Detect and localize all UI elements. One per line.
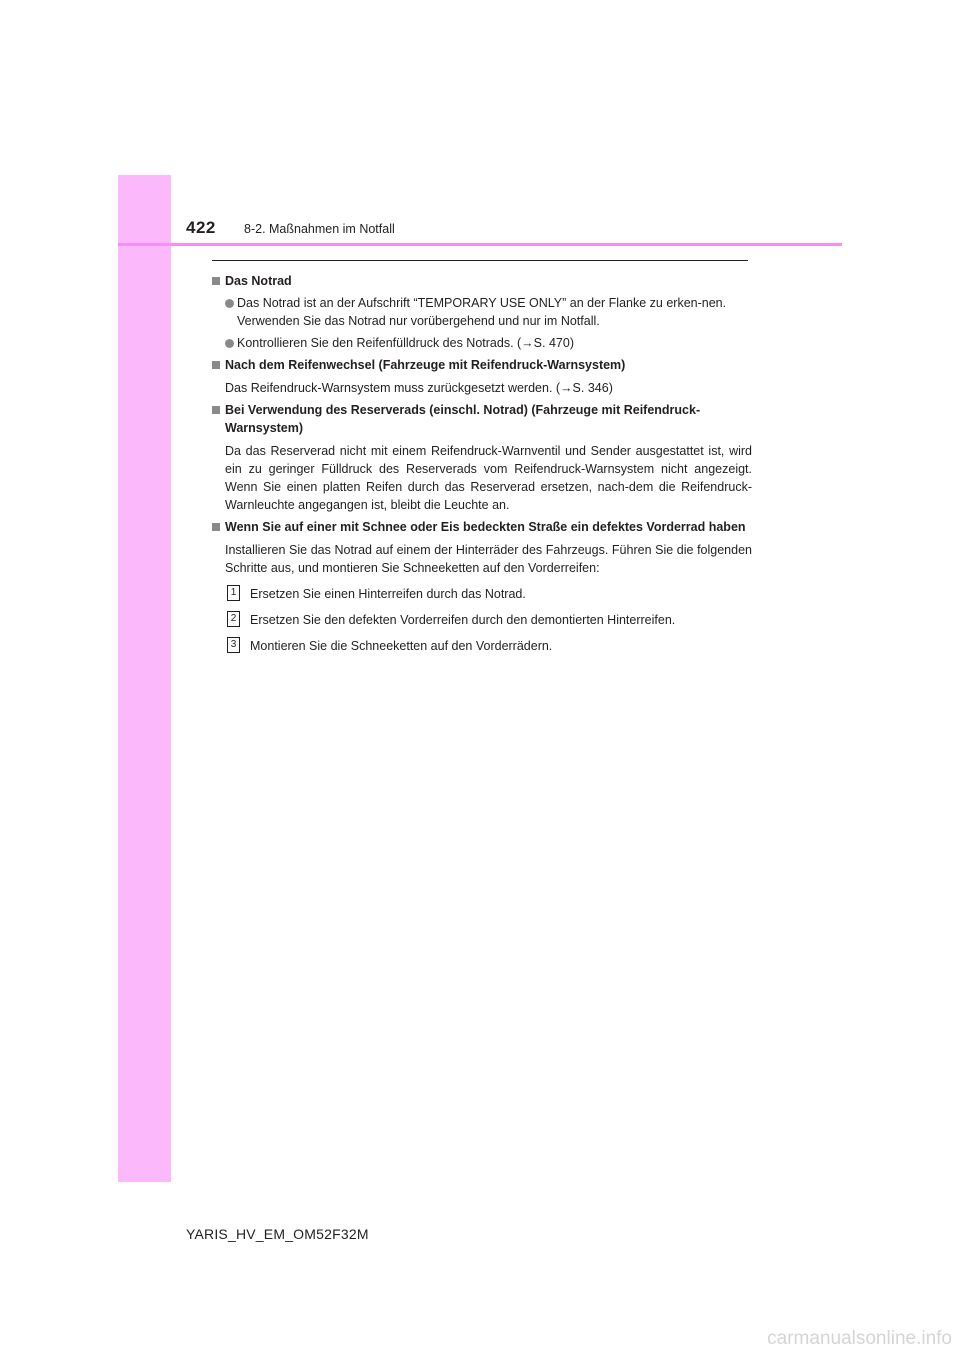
step-item <box>212 637 752 655</box>
step-item <box>212 585 752 603</box>
step-text: Ersetzen Sie den defekten Vorderreifen durch den demontierten Hinterreifen. <box>250 613 676 627</box>
step-number-badge: 1 <box>227 585 240 601</box>
circle-bullet-icon <box>225 299 234 308</box>
bullet-text: Kontrollieren Sie den Reifenfülldruck des Notrads. (→S. 470) <box>237 336 574 350</box>
chapter-side-band <box>118 175 171 1182</box>
content-top-rule <box>212 260 748 261</box>
heading-text: Nach dem Reifenwechsel (Fahrzeuge mit Reifendruck-Warnsystem) <box>225 358 626 372</box>
step-number-badge: 3 <box>227 637 240 653</box>
square-bullet-icon <box>212 277 220 285</box>
document-code: YARIS_HV_EM_OM52F32M <box>186 1226 369 1242</box>
section-title: 8-2. Maßnahmen im Notfall <box>244 222 395 236</box>
square-bullet-icon <box>212 523 220 531</box>
page-content <box>212 268 752 655</box>
heading-text: Bei Verwendung des Reserverads (einschl. Notrad) (Fahrzeuge mit Reifendruck-Warnsystem) <box>225 403 701 435</box>
circle-bullet-icon <box>225 339 234 348</box>
watermark: carmanualsonline.info <box>767 1328 952 1349</box>
paragraph: Installieren Sie das Notrad auf einem der Hinterräder des Fahrzeugs. Führen Sie die folgenden Schritte aus, und montieren Sie Schneeketten auf den Vorderreifen: <box>225 543 752 575</box>
heading-reserverad <box>212 401 752 437</box>
step-text: Ersetzen Sie einen Hinterreifen durch das Notrad. <box>250 587 526 601</box>
step-number-badge: 2 <box>227 611 240 627</box>
heading-text: Wenn Sie auf einer mit Schnee oder Eis bedeckten Straße ein defektes Vorderrad haben <box>225 520 746 534</box>
page-number: 422 <box>186 218 216 237</box>
square-bullet-icon <box>212 361 220 369</box>
step-item <box>212 611 752 629</box>
bullet-text: Verwenden Sie das Notrad nur vorübergehend und nur im Notfall. <box>237 314 600 328</box>
list-item <box>212 334 752 352</box>
heading-notrad <box>212 272 752 290</box>
heading-schnee <box>212 518 752 536</box>
step-text: Montieren Sie die Schneeketten auf den Vorderrädern. <box>250 639 553 653</box>
header-divider <box>118 243 842 246</box>
heading-text: Das Notrad <box>225 274 292 288</box>
heading-reifenwechsel <box>212 356 752 374</box>
bullet-text: Das Notrad ist an der Aufschrift “TEMPORARY USE ONLY” an der Flanke zu erken-nen. <box>237 296 727 310</box>
paragraph: Da das Reserverad nicht mit einem Reifendruck-Warnventil und Sender ausgestattet ist, wird ein zu geringer Fülldruck des Reserverads vom Reifendruck-Warnsystem nicht angezeigt. Wenn Sie einen platten Reifen durch das Reserverad ersetzen, nach-dem die Reifendruck-Warnleuchte angegangen ist, bleibt die Leuchte an. <box>225 444 752 512</box>
list-item <box>212 294 752 330</box>
paragraph: Das Reifendruck-Warnsystem muss zurückgesetzt werden. (→S. 346) <box>225 381 613 395</box>
square-bullet-icon <box>212 406 220 414</box>
